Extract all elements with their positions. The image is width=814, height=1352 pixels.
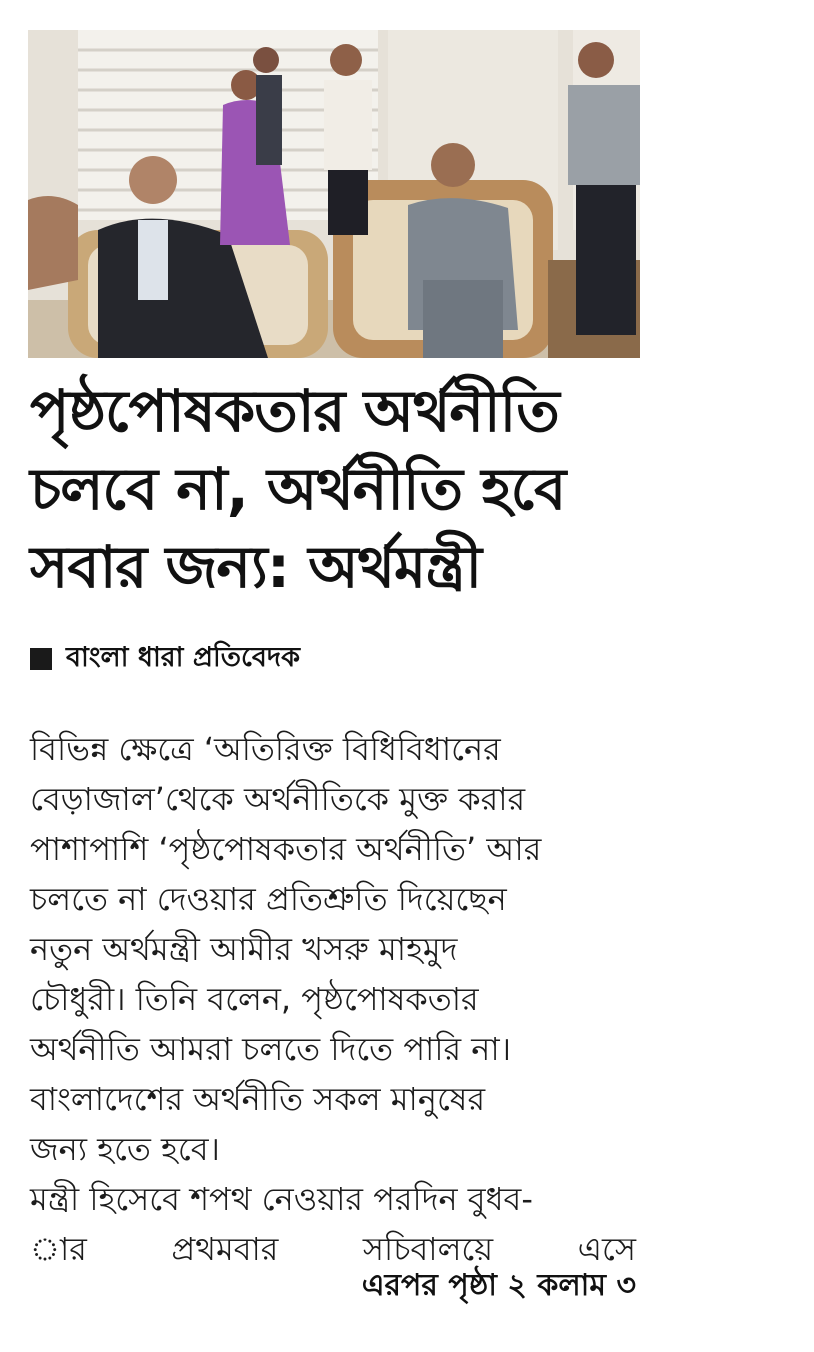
news-photo bbox=[28, 30, 640, 358]
headline bbox=[30, 372, 640, 606]
body-line: বিভিন্ন ক্ষেত্রে ‘অতিরিক্ত বিধিবিধানের bbox=[30, 730, 501, 768]
body-line: জন্য হতে হবে। bbox=[30, 1130, 220, 1168]
headline-line-1: পৃষ্ঠপোষকতার অর্থনীতি bbox=[30, 377, 559, 445]
headline-line-2: চলবে না, অর্থনীতি হবে bbox=[30, 455, 566, 523]
body-line: পাশাপাশি ‘পৃষ্ঠপোষকতার অর্থনীতি’ আর bbox=[30, 830, 542, 868]
byline-text: বাংলা ধারা প্রতিবেদক bbox=[66, 641, 300, 673]
body-word: প্রথমবার bbox=[171, 1230, 279, 1268]
body-line: বাংলাদেশের অর্থনীতি সকল মানুষের bbox=[30, 1080, 486, 1118]
continued-on-page: এরপর পৃষ্ঠা ২ কলাম ৩ bbox=[361, 1268, 636, 1303]
headline-line-3: সবার জন্য: অর্থমন্ত্রী bbox=[30, 533, 482, 601]
byline-square-icon bbox=[30, 648, 52, 670]
body-line: নতুন অর্থমন্ত্রী আমীর খসরু মাহমুদ bbox=[30, 930, 458, 968]
body-line: অর্থনীতি আমরা চলতে দিতে পারি না। bbox=[30, 1030, 512, 1068]
body-word: ার bbox=[30, 1230, 87, 1268]
photo-scene bbox=[28, 30, 640, 358]
body-word: এসে bbox=[577, 1230, 636, 1268]
body-line: চৌধুরী। তিনি বলেন, পৃষ্ঠপোষকতার bbox=[30, 980, 479, 1018]
body-word: সচিবালয়ে bbox=[362, 1230, 494, 1268]
article-body bbox=[30, 724, 636, 1274]
body-line: বেড়াজাল’থেকে অর্থনীতিকে মুক্ত করার bbox=[30, 780, 526, 818]
byline bbox=[30, 640, 300, 678]
body-line: মন্ত্রী হিসেবে শপথ নেওয়ার পরদিন বুধব- bbox=[30, 1180, 533, 1218]
body-line: চলতে না দেওয়ার প্রতিশ্রুতি দিয়েছেন bbox=[30, 880, 507, 918]
